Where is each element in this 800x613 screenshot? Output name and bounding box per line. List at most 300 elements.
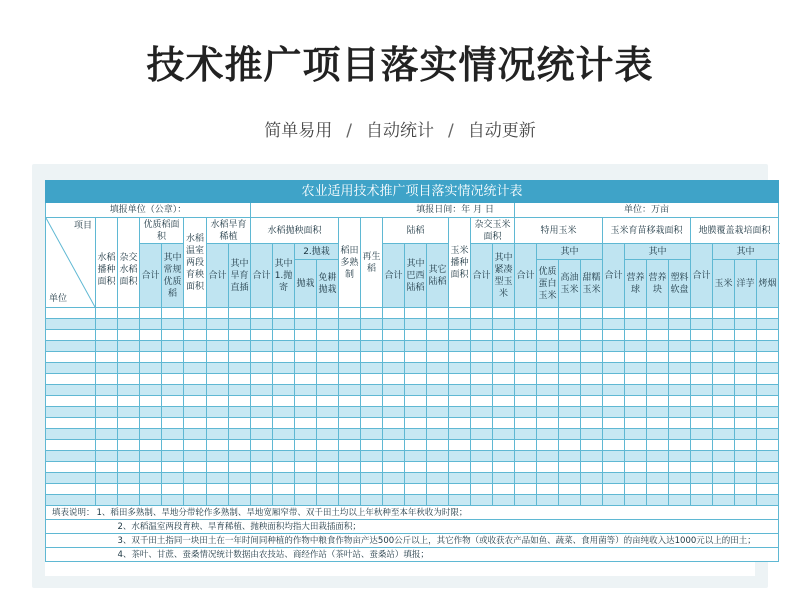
data-cell[interactable] — [229, 407, 251, 418]
data-cell[interactable] — [471, 407, 493, 418]
data-cell[interactable] — [295, 440, 317, 451]
data-cell[interactable] — [207, 484, 229, 495]
data-cell[interactable] — [251, 396, 273, 407]
data-cell[interactable] — [713, 341, 735, 352]
data-cell[interactable] — [427, 330, 449, 341]
data-cell[interactable] — [162, 429, 184, 440]
data-cell[interactable] — [317, 308, 339, 319]
data-cell[interactable] — [207, 462, 229, 473]
data-cell[interactable] — [184, 462, 207, 473]
data-cell[interactable] — [118, 462, 140, 473]
data-cell[interactable] — [537, 462, 559, 473]
data-cell[interactable] — [735, 341, 757, 352]
data-cell[interactable] — [493, 440, 515, 451]
data-cell[interactable] — [603, 451, 625, 462]
data-cell[interactable] — [427, 363, 449, 374]
data-cell[interactable] — [118, 451, 140, 462]
data-cell[interactable] — [251, 374, 273, 385]
data-cell[interactable] — [118, 473, 140, 484]
unit-cell[interactable] — [46, 407, 96, 418]
data-cell[interactable] — [713, 396, 735, 407]
data-cell[interactable] — [449, 495, 471, 506]
data-cell[interactable] — [427, 407, 449, 418]
data-cell[interactable] — [625, 308, 647, 319]
data-cell[interactable] — [537, 385, 559, 396]
data-cell[interactable] — [207, 429, 229, 440]
data-cell[interactable] — [691, 385, 713, 396]
data-cell[interactable] — [405, 451, 427, 462]
data-cell[interactable] — [118, 385, 140, 396]
data-cell[interactable] — [713, 462, 735, 473]
data-cell[interactable] — [625, 396, 647, 407]
data-cell[interactable] — [361, 418, 383, 429]
data-cell[interactable] — [713, 473, 735, 484]
data-cell[interactable] — [96, 319, 118, 330]
data-cell[interactable] — [383, 407, 405, 418]
data-cell[interactable] — [140, 363, 162, 374]
data-cell[interactable] — [229, 484, 251, 495]
data-cell[interactable] — [184, 385, 207, 396]
data-cell[interactable] — [493, 495, 515, 506]
data-cell[interactable] — [691, 440, 713, 451]
data-cell[interactable] — [625, 374, 647, 385]
data-cell[interactable] — [647, 495, 669, 506]
data-cell[interactable] — [162, 462, 184, 473]
data-cell[interactable] — [735, 352, 757, 363]
data-cell[interactable] — [713, 418, 735, 429]
data-cell[interactable] — [339, 484, 361, 495]
data-cell[interactable] — [647, 484, 669, 495]
data-cell[interactable] — [581, 484, 603, 495]
data-cell[interactable] — [383, 451, 405, 462]
data-cell[interactable] — [757, 495, 779, 506]
data-cell[interactable] — [625, 451, 647, 462]
data-cell[interactable] — [251, 440, 273, 451]
data-cell[interactable] — [317, 462, 339, 473]
data-cell[interactable] — [625, 440, 647, 451]
data-cell[interactable] — [647, 352, 669, 363]
data-cell[interactable] — [405, 484, 427, 495]
data-cell[interactable] — [162, 396, 184, 407]
data-cell[interactable] — [735, 330, 757, 341]
data-cell[interactable] — [669, 462, 691, 473]
data-cell[interactable] — [251, 484, 273, 495]
data-cell[interactable] — [273, 407, 295, 418]
data-cell[interactable] — [471, 429, 493, 440]
data-cell[interactable] — [559, 484, 581, 495]
data-cell[interactable] — [184, 473, 207, 484]
data-cell[interactable] — [493, 319, 515, 330]
data-cell[interactable] — [405, 385, 427, 396]
data-cell[interactable] — [603, 495, 625, 506]
data-cell[interactable] — [515, 429, 537, 440]
data-cell[interactable] — [537, 451, 559, 462]
data-cell[interactable] — [229, 319, 251, 330]
data-cell[interactable] — [339, 330, 361, 341]
data-cell[interactable] — [647, 385, 669, 396]
data-cell[interactable] — [449, 385, 471, 396]
data-cell[interactable] — [471, 330, 493, 341]
data-cell[interactable] — [251, 418, 273, 429]
unit-cell[interactable] — [46, 451, 96, 462]
data-cell[interactable] — [273, 308, 295, 319]
data-cell[interactable] — [251, 363, 273, 374]
data-cell[interactable] — [140, 429, 162, 440]
data-cell[interactable] — [537, 418, 559, 429]
unit-cell[interactable] — [46, 473, 96, 484]
data-cell[interactable] — [471, 462, 493, 473]
data-cell[interactable] — [140, 330, 162, 341]
data-cell[interactable] — [184, 451, 207, 462]
data-cell[interactable] — [339, 429, 361, 440]
unit-cell[interactable] — [46, 319, 96, 330]
data-cell[interactable] — [713, 363, 735, 374]
data-cell[interactable] — [603, 484, 625, 495]
data-cell[interactable] — [647, 462, 669, 473]
data-cell[interactable] — [713, 330, 735, 341]
data-cell[interactable] — [383, 484, 405, 495]
data-cell[interactable] — [493, 418, 515, 429]
data-cell[interactable] — [427, 429, 449, 440]
data-cell[interactable] — [229, 385, 251, 396]
data-cell[interactable] — [603, 319, 625, 330]
data-cell[interactable] — [757, 429, 779, 440]
data-cell[interactable] — [361, 462, 383, 473]
data-cell[interactable] — [96, 330, 118, 341]
data-cell[interactable] — [96, 462, 118, 473]
data-cell[interactable] — [317, 451, 339, 462]
unit-cell[interactable] — [46, 352, 96, 363]
data-cell[interactable] — [471, 363, 493, 374]
data-cell[interactable] — [449, 308, 471, 319]
data-cell[interactable] — [713, 319, 735, 330]
data-cell[interactable] — [581, 363, 603, 374]
data-cell[interactable] — [383, 341, 405, 352]
data-cell[interactable] — [140, 418, 162, 429]
data-cell[interactable] — [625, 352, 647, 363]
data-cell[interactable] — [317, 396, 339, 407]
data-cell[interactable] — [559, 374, 581, 385]
data-cell[interactable] — [669, 495, 691, 506]
data-cell[interactable] — [339, 407, 361, 418]
data-cell[interactable] — [691, 451, 713, 462]
data-cell[interactable] — [625, 341, 647, 352]
data-cell[interactable] — [339, 374, 361, 385]
data-cell[interactable] — [96, 495, 118, 506]
data-cell[interactable] — [405, 363, 427, 374]
data-cell[interactable] — [427, 308, 449, 319]
data-cell[interactable] — [251, 308, 273, 319]
unit-cell[interactable] — [46, 396, 96, 407]
data-cell[interactable] — [427, 418, 449, 429]
data-cell[interactable] — [735, 484, 757, 495]
data-cell[interactable] — [207, 418, 229, 429]
data-cell[interactable] — [559, 495, 581, 506]
data-cell[interactable] — [162, 330, 184, 341]
data-cell[interactable] — [96, 352, 118, 363]
data-cell[interactable] — [603, 352, 625, 363]
data-cell[interactable] — [317, 385, 339, 396]
data-cell[interactable] — [449, 418, 471, 429]
data-cell[interactable] — [295, 308, 317, 319]
data-cell[interactable] — [493, 363, 515, 374]
unit-cell[interactable] — [46, 363, 96, 374]
data-cell[interactable] — [251, 429, 273, 440]
data-cell[interactable] — [383, 385, 405, 396]
data-cell[interactable] — [735, 374, 757, 385]
data-cell[interactable] — [361, 374, 383, 385]
data-cell[interactable] — [405, 495, 427, 506]
data-cell[interactable] — [471, 319, 493, 330]
data-cell[interactable] — [118, 374, 140, 385]
data-cell[interactable] — [493, 385, 515, 396]
unit-cell[interactable] — [46, 462, 96, 473]
data-cell[interactable] — [647, 473, 669, 484]
data-cell[interactable] — [339, 308, 361, 319]
data-cell[interactable] — [118, 440, 140, 451]
data-cell[interactable] — [625, 484, 647, 495]
data-cell[interactable] — [537, 407, 559, 418]
data-cell[interactable] — [515, 374, 537, 385]
data-cell[interactable] — [559, 451, 581, 462]
data-cell[interactable] — [647, 407, 669, 418]
data-cell[interactable] — [449, 363, 471, 374]
data-cell[interactable] — [669, 363, 691, 374]
data-cell[interactable] — [757, 396, 779, 407]
data-cell[interactable] — [559, 363, 581, 374]
data-cell[interactable] — [625, 418, 647, 429]
data-cell[interactable] — [449, 407, 471, 418]
data-cell[interactable] — [361, 319, 383, 330]
data-cell[interactable] — [207, 341, 229, 352]
data-cell[interactable] — [515, 440, 537, 451]
data-cell[interactable] — [383, 473, 405, 484]
data-cell[interactable] — [603, 462, 625, 473]
data-cell[interactable] — [383, 396, 405, 407]
data-cell[interactable] — [339, 495, 361, 506]
data-cell[interactable] — [669, 319, 691, 330]
data-cell[interactable] — [273, 440, 295, 451]
data-cell[interactable] — [184, 429, 207, 440]
data-cell[interactable] — [713, 374, 735, 385]
data-cell[interactable] — [537, 429, 559, 440]
data-cell[interactable] — [140, 451, 162, 462]
data-cell[interactable] — [559, 352, 581, 363]
data-cell[interactable] — [691, 495, 713, 506]
data-cell[interactable] — [735, 418, 757, 429]
data-cell[interactable] — [207, 319, 229, 330]
data-cell[interactable] — [449, 451, 471, 462]
data-cell[interactable] — [184, 418, 207, 429]
data-cell[interactable] — [207, 308, 229, 319]
data-cell[interactable] — [559, 418, 581, 429]
data-cell[interactable] — [515, 495, 537, 506]
data-cell[interactable] — [691, 374, 713, 385]
data-cell[interactable] — [405, 396, 427, 407]
data-cell[interactable] — [317, 484, 339, 495]
data-cell[interactable] — [427, 396, 449, 407]
data-cell[interactable] — [515, 473, 537, 484]
data-cell[interactable] — [559, 396, 581, 407]
data-cell[interactable] — [603, 330, 625, 341]
data-cell[interactable] — [669, 440, 691, 451]
data-cell[interactable] — [361, 330, 383, 341]
data-cell[interactable] — [471, 484, 493, 495]
data-cell[interactable] — [118, 418, 140, 429]
data-cell[interactable] — [581, 495, 603, 506]
data-cell[interactable] — [603, 341, 625, 352]
data-cell[interactable] — [757, 308, 779, 319]
data-cell[interactable] — [735, 407, 757, 418]
data-cell[interactable] — [96, 396, 118, 407]
data-cell[interactable] — [251, 330, 273, 341]
data-cell[interactable] — [669, 484, 691, 495]
data-cell[interactable] — [140, 484, 162, 495]
data-cell[interactable] — [251, 319, 273, 330]
data-cell[interactable] — [140, 462, 162, 473]
data-cell[interactable] — [449, 484, 471, 495]
data-cell[interactable] — [757, 319, 779, 330]
data-cell[interactable] — [581, 396, 603, 407]
data-cell[interactable] — [295, 484, 317, 495]
data-cell[interactable] — [471, 385, 493, 396]
data-cell[interactable] — [140, 440, 162, 451]
data-cell[interactable] — [96, 429, 118, 440]
data-cell[interactable] — [273, 374, 295, 385]
data-cell[interactable] — [669, 418, 691, 429]
data-cell[interactable] — [669, 473, 691, 484]
data-cell[interactable] — [251, 407, 273, 418]
data-cell[interactable] — [581, 407, 603, 418]
data-cell[interactable] — [691, 484, 713, 495]
data-cell[interactable] — [581, 319, 603, 330]
data-cell[interactable] — [757, 451, 779, 462]
data-cell[interactable] — [251, 495, 273, 506]
data-cell[interactable] — [669, 308, 691, 319]
data-cell[interactable] — [537, 319, 559, 330]
data-cell[interactable] — [471, 352, 493, 363]
data-cell[interactable] — [713, 308, 735, 319]
data-cell[interactable] — [735, 451, 757, 462]
data-cell[interactable] — [162, 319, 184, 330]
data-cell[interactable] — [317, 495, 339, 506]
data-cell[interactable] — [735, 319, 757, 330]
data-cell[interactable] — [735, 440, 757, 451]
data-cell[interactable] — [449, 352, 471, 363]
data-cell[interactable] — [118, 319, 140, 330]
data-cell[interactable] — [273, 396, 295, 407]
data-cell[interactable] — [184, 407, 207, 418]
data-cell[interactable] — [339, 451, 361, 462]
data-cell[interactable] — [405, 418, 427, 429]
data-cell[interactable] — [427, 385, 449, 396]
data-cell[interactable] — [273, 330, 295, 341]
data-cell[interactable] — [118, 330, 140, 341]
data-cell[interactable] — [207, 385, 229, 396]
data-cell[interactable] — [449, 396, 471, 407]
data-cell[interactable] — [427, 374, 449, 385]
data-cell[interactable] — [581, 385, 603, 396]
data-cell[interactable] — [735, 473, 757, 484]
data-cell[interactable] — [515, 308, 537, 319]
data-cell[interactable] — [383, 308, 405, 319]
data-cell[interactable] — [735, 363, 757, 374]
data-cell[interactable] — [493, 407, 515, 418]
data-cell[interactable] — [273, 495, 295, 506]
data-cell[interactable] — [625, 407, 647, 418]
data-cell[interactable] — [515, 330, 537, 341]
data-cell[interactable] — [184, 495, 207, 506]
data-cell[interactable] — [493, 451, 515, 462]
data-cell[interactable] — [515, 363, 537, 374]
data-cell[interactable] — [713, 407, 735, 418]
data-cell[interactable] — [162, 495, 184, 506]
data-cell[interactable] — [118, 429, 140, 440]
data-cell[interactable] — [427, 484, 449, 495]
data-cell[interactable] — [603, 396, 625, 407]
data-cell[interactable] — [669, 429, 691, 440]
data-cell[interactable] — [691, 341, 713, 352]
data-cell[interactable] — [581, 341, 603, 352]
data-cell[interactable] — [625, 385, 647, 396]
data-cell[interactable] — [647, 440, 669, 451]
data-cell[interactable] — [405, 319, 427, 330]
unit-cell[interactable] — [46, 495, 96, 506]
data-cell[interactable] — [339, 341, 361, 352]
data-cell[interactable] — [96, 341, 118, 352]
data-cell[interactable] — [273, 473, 295, 484]
data-cell[interactable] — [251, 352, 273, 363]
data-cell[interactable] — [669, 374, 691, 385]
data-cell[interactable] — [537, 374, 559, 385]
data-cell[interactable] — [295, 462, 317, 473]
data-cell[interactable] — [229, 330, 251, 341]
data-cell[interactable] — [405, 308, 427, 319]
data-cell[interactable] — [471, 374, 493, 385]
data-cell[interactable] — [361, 363, 383, 374]
data-cell[interactable] — [449, 462, 471, 473]
data-cell[interactable] — [427, 473, 449, 484]
unit-cell[interactable] — [46, 330, 96, 341]
data-cell[interactable] — [449, 319, 471, 330]
data-cell[interactable] — [229, 440, 251, 451]
data-cell[interactable] — [295, 418, 317, 429]
data-cell[interactable] — [162, 484, 184, 495]
data-cell[interactable] — [581, 462, 603, 473]
data-cell[interactable] — [757, 363, 779, 374]
data-cell[interactable] — [140, 374, 162, 385]
data-cell[interactable] — [273, 451, 295, 462]
data-cell[interactable] — [317, 330, 339, 341]
data-cell[interactable] — [317, 341, 339, 352]
data-cell[interactable] — [603, 473, 625, 484]
data-cell[interactable] — [405, 429, 427, 440]
data-cell[interactable] — [317, 473, 339, 484]
data-cell[interactable] — [735, 462, 757, 473]
data-cell[interactable] — [295, 319, 317, 330]
data-cell[interactable] — [735, 429, 757, 440]
data-cell[interactable] — [118, 484, 140, 495]
data-cell[interactable] — [295, 495, 317, 506]
data-cell[interactable] — [559, 429, 581, 440]
data-cell[interactable] — [140, 473, 162, 484]
data-cell[interactable] — [207, 396, 229, 407]
data-cell[interactable] — [537, 440, 559, 451]
data-cell[interactable] — [229, 341, 251, 352]
data-cell[interactable] — [229, 451, 251, 462]
data-cell[interactable] — [493, 396, 515, 407]
data-cell[interactable] — [317, 429, 339, 440]
